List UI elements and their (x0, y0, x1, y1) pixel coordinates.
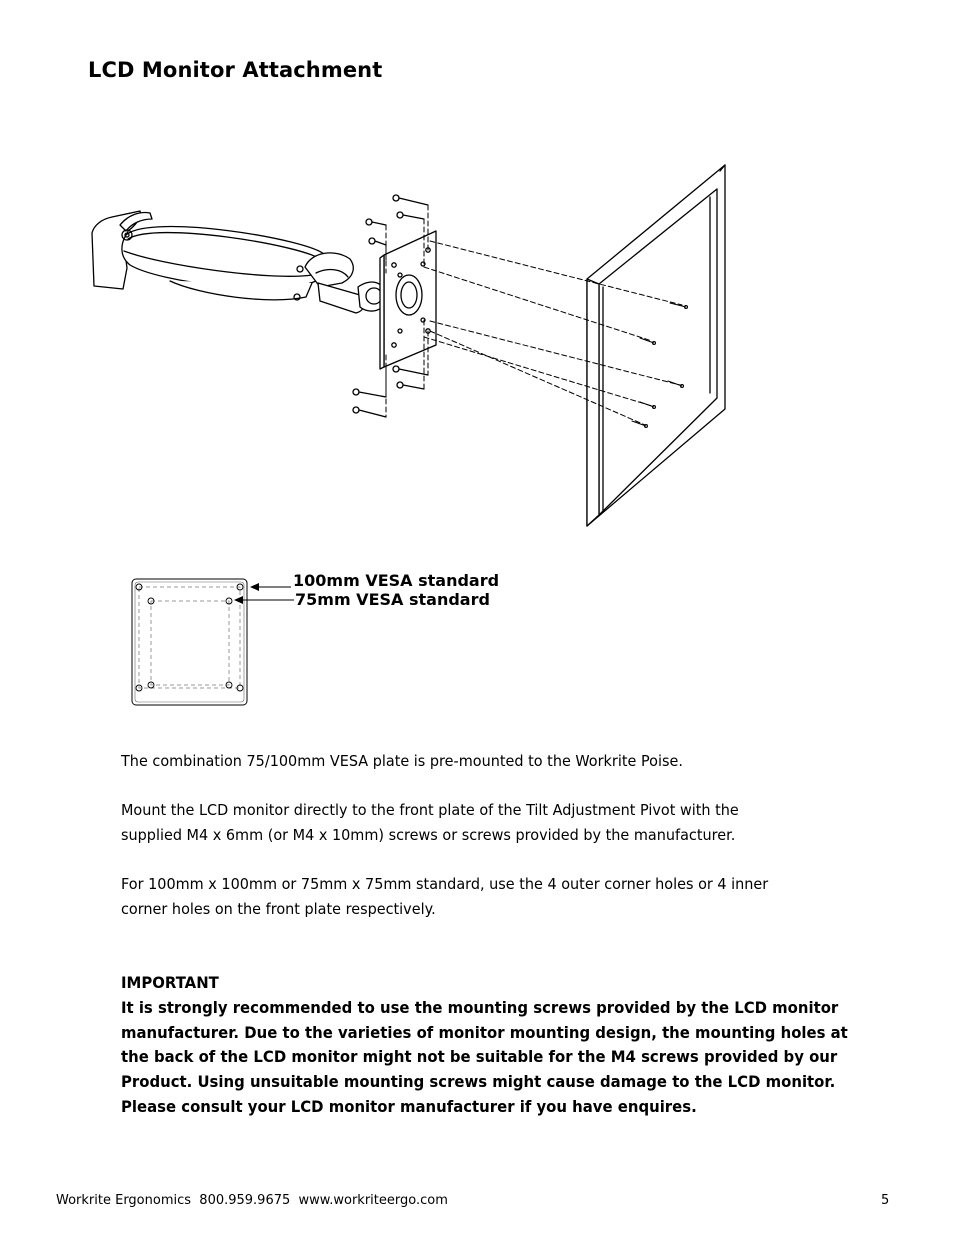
page-number: 5 (881, 1193, 890, 1208)
important-line: Product. Using unsuitable mounting screws might cause damage to the LCD monitor. (121, 1072, 836, 1092)
important-heading: IMPORTANT (121, 973, 219, 992)
arrow-75mm-icon (234, 596, 243, 604)
paragraph-vesa-premounted: The combination 75/100mm VESA plate is pre-mounted to the Workrite Poise. (121, 752, 683, 770)
monitor-attachment-illustration (80, 155, 740, 540)
important-notice (121, 971, 848, 1120)
paragraph-mount-instructions: Mount the LCD monitor directly to the front plate of the Tilt Adjustment Pivot with the supplied M4 x 6mm (or M4 x 10mm) screws or screws provided by the manufacturer. (121, 801, 739, 844)
important-line: manufacturer. Due to the varieties of monitor mounting design, the mounting holes at (121, 1022, 848, 1042)
page-title: LCD Monitor Attachment (88, 58, 383, 82)
monitor-arm-illustration (92, 211, 386, 315)
vesa-75mm-label: 75mm VESA standard (295, 590, 490, 609)
important-line: Please consult your LCD monitor manufacturer if you have enquires. (121, 1096, 697, 1116)
footer-contact: Workrite Ergonomics 800.959.9675 www.workriteergo.com (56, 1193, 448, 1208)
paragraph-hole-selection: For 100mm x 100mm or 75mm x 75mm standard, use the 4 outer corner holes or 4 inner corner holes on the front plate respectively. (121, 875, 769, 918)
important-line: the back of the LCD monitor might not be suitable for the M4 screws provided by our (121, 1047, 838, 1067)
vesa-100mm-label: 100mm VESA standard (293, 571, 500, 590)
important-line: It is strongly recommended to use the mounting screws provided by the LCD monitor (121, 997, 839, 1017)
lcd-monitor-illustration (587, 165, 725, 526)
arrow-100mm-icon (250, 583, 259, 591)
